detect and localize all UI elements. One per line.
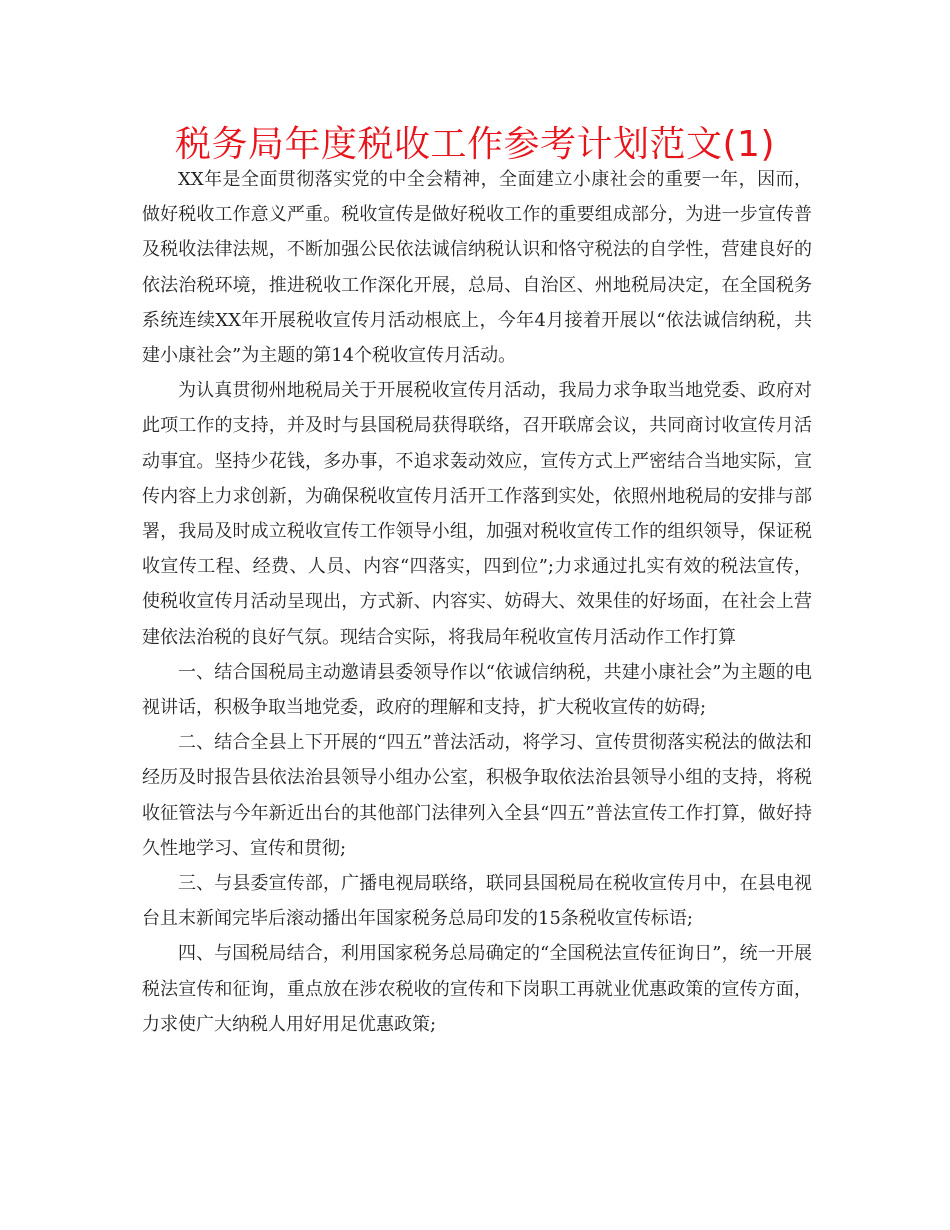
document-body: [142, 162, 812, 1042]
paragraph-plan: 为认真贯彻州地税局关于开展税收宣传月活动，我局力求争取当地党委、政府对此项工作的支持，并及时与县国税局获得联络，召开联席会议，共同商讨收宣传月活动事宜。坚持少花钱，多办事，不追求轰动效应，宣传方式上严密结合当地实际，宣传内容上力求创新，为确保税收宣传月活开工作落到实处，依照州地税局的安排与部署，我局及时成立税收宣传工作领导小组，加强对税收宣传工作的组织领导，保证税收宣传工程、经费、人员、内容“四落实，四到位”;力求通过扎实有效的税法宣传，使税收宣传月活动呈现出，方式新、内容实、妨碍大、效果佳的好场面，在社会上营建依法治税的良好气氛。现结合实际，将我局年税收宣传月活动作工作打算: [142, 380, 812, 648]
paragraph-intro: XX年是全面贯彻落实党的中全会精神，全面建立小康社会的重要一年，因而，做好税收工作意义严重。税收宣传是做好税收工作的重要组成部分，为进一步宣传普及税收法律法规，不断加强公民依法诚信纳税认识和恪守税法的自学性，营建良好的依法治税环境，推进税收工作深化开展，总局、自治区、州地税局决定，在全国税务系统连续XX年开展税收宣传月活动根底上，今年4月接着开展以“依法诚信纳税，共建小康社会”为主题的第14个税收宣传月活动。: [142, 169, 812, 367]
paragraph-item-3: 三、与县委宣传部，广播电视局联络，联同县国税局在税收宣传月中，在县电视台且末新闻完毕后滚动播出年国家税务总局印发的15条税收宣传标语;: [142, 873, 812, 930]
paragraph-item-4: 四、与国税局结合，利用国家税务总局确定的“全国税法宣传征询日”，统一开展税法宣传和征询，重点放在涉农税收的宣传和下岗职工再就业优惠政策的宣传方面，力求使广大纳税人用好用足优惠政策;: [142, 943, 812, 1035]
document-title: 税务局年度税收工作参考计划范文(1): [175, 124, 775, 165]
paragraph-item-1: 一、结合国税局主动邀请县委领导作以“依诚信纳税，共建小康社会”为主题的电视讲话，积极争取当地党委，政府的理解和支持，扩大税收宣传的妨碍;: [142, 661, 812, 719]
paragraph-item-2: 二、结合全县上下开展的“四五”普法活动，将学习、宣传贯彻落实税法的做法和经历及时报告县依法治县领导小组办公室，积极争取依法治县领导小组的支持，将税收征管法与今年新近出台的其他部门法律列入全县“四五”普法宣传工作打算，做好持久性地学习、宣传和贯彻;: [142, 732, 812, 859]
